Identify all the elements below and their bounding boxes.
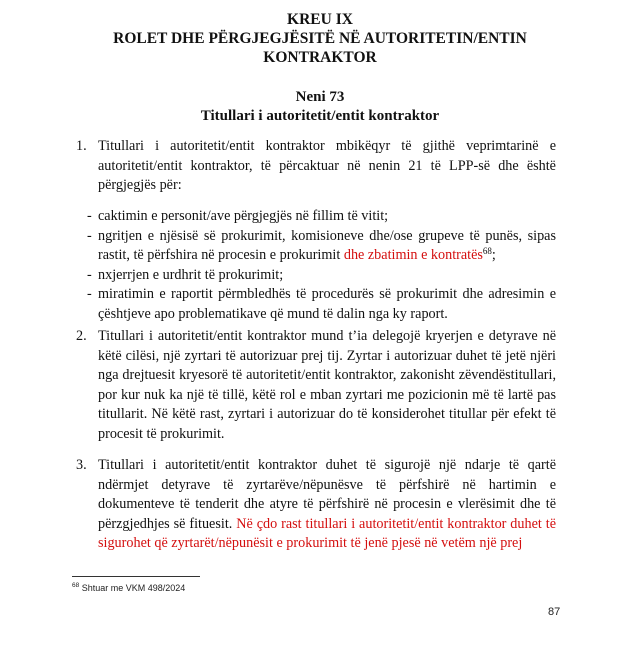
chapter-heading: KREU IX bbox=[287, 11, 353, 28]
paragraph-number: 2. bbox=[76, 328, 87, 344]
list-item bbox=[87, 207, 556, 227]
list-dash: - bbox=[87, 266, 92, 283]
list-item bbox=[87, 266, 556, 286]
list-item-text: miratimin e raportit përmbledhës të procedurës së prokurimit dhe adresimin e çështjeve apo problematikave që mund të dalin nga ky raport. bbox=[98, 286, 556, 322]
page-number: 87 bbox=[548, 606, 561, 618]
list-item-punctuation: ; bbox=[491, 247, 496, 263]
paragraph-3 bbox=[76, 456, 556, 554]
footnote-divider bbox=[72, 576, 200, 577]
list-item bbox=[87, 285, 556, 324]
list-item-text: caktimin e personit/ave përgjegjës në fillim të vitit; bbox=[98, 208, 389, 224]
paragraph-number: 3. bbox=[76, 457, 87, 473]
paragraph-text: Titullari i autoritetit/entit kontraktor duhet të sigurojë një ndarje të qartë ndërmjet detyrave të zyrtarëve/nëpunësve të përfshirë në hartimin e dokumenteve të tenderit dhe atyre të përfshirë në procesin e vlerësimit dhe të përzgjedhjes së fituesit. bbox=[98, 457, 556, 532]
footnote-marker: 68 bbox=[72, 582, 80, 589]
list-item-text: nxjerrjen e urdhrit të prokurimit; bbox=[98, 266, 284, 283]
paragraph-number: 1. bbox=[76, 138, 87, 154]
list-dash: - bbox=[87, 227, 92, 244]
list-item bbox=[87, 227, 556, 266]
duties-list bbox=[87, 207, 556, 324]
paragraph-text: Titullari i autoritetit/entit kontraktor mbikëqyr të gjithë veprimtarinë e autoritetit/entit kontraktor, të përcaktuar në nenin 21 të LPP-së dhe është përgjegjës për: bbox=[98, 138, 556, 193]
amended-text: dhe zbatimin e kontratës bbox=[343, 247, 483, 263]
paragraph-2 bbox=[76, 327, 556, 444]
paragraph-text: Titullari i autoritetit/entit kontraktor mund t’ia delegojë kryerjen e detyrave në këtë cilësi, një zyrtari të autorizuar prej tij. Zyrtar i autorizuar duhet të jetë njëri nga drejtuesit kryesorë të autoritetit/entit kontraktor, zakonisht zëvendëstitullari, por kur nuk ka një të tillë, këtë rol e mban zyrtari me pozicionin më të lartë pas titullarit. Në këtë rast, zyrtari i autorizuar do të konsiderohet titullar për efekt të procesit të prokurimit. bbox=[98, 328, 556, 442]
list-item-text: ngritjen e njësisë së prokurimit, komisioneve dhe/ose grupeve të punës, sipas rastit, të përfshira në procesin e prokurimit bbox=[98, 227, 556, 263]
footnote-reference[interactable]: 68 bbox=[482, 246, 492, 256]
amended-text: Në çdo rast titullari i autoritetit/entit kontraktor duhet të sigurohet që zyrtarët/nëpunësit e prokurimit të jenë pjesë në vetëm një prej bbox=[98, 515, 556, 551]
article-title: Titullari i autoritetit/entit kontraktor bbox=[200, 108, 440, 124]
chapter-title-line2: KONTRAKTOR bbox=[263, 49, 377, 66]
footnote bbox=[72, 582, 185, 593]
paragraph-1 bbox=[76, 137, 556, 196]
list-dash: - bbox=[87, 208, 92, 224]
article-number: Neni 73 bbox=[295, 89, 345, 105]
chapter-title-line1: ROLET DHE PËRGJEGJËSITË NË AUTORITETIN/ENTIN bbox=[113, 30, 527, 47]
footnote-text: Shtuar me VKM 498/2024 bbox=[81, 583, 186, 593]
list-dash: - bbox=[87, 286, 92, 302]
